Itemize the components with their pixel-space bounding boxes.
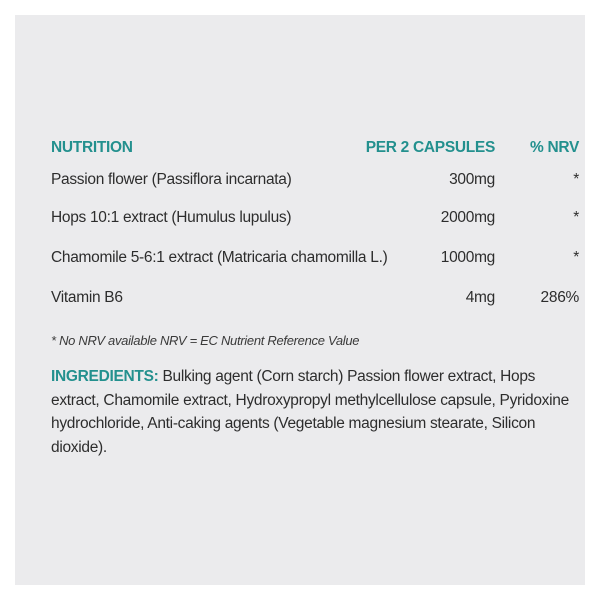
nutrition-section — [51, 136, 581, 459]
nutrition-row — [51, 286, 581, 310]
ingredients-paragraph — [51, 365, 571, 459]
nutrient-name: Passion flower (Passiflora incarnata) — [51, 171, 292, 188]
nutrient-amount: 1000mg — [440, 249, 495, 266]
nutrient-nrv: * — [573, 249, 579, 266]
ingredients-text: Bulking agent (Corn starch) Passion flower extract, Hops extract, Chamomile extract, Hydroxypropyl methylcellulose capsule, Pyridoxine hydrochloride, Anti-caking agents (Vegetable magnesium stearate, Silicon dioxide). — [51, 368, 569, 456]
nutrient-nrv: * — [573, 171, 579, 188]
nutrient-amount: 300mg — [449, 171, 495, 188]
nutrition-row — [51, 246, 581, 270]
nutrition-heading: NUTRITION — [51, 139, 133, 156]
nutrient-name: Hops 10:1 extract (Humulus lupulus) — [51, 209, 292, 226]
nutrient-nrv: * — [573, 209, 579, 226]
nrv-footnote: * No NRV available NRV = EC Nutrient Reference Value — [51, 333, 360, 348]
nutrition-table-header — [51, 136, 581, 160]
nutrition-row — [51, 206, 581, 230]
ingredients-heading: INGREDIENTS: — [51, 368, 159, 385]
nutrient-name: Chamomile 5-6:1 extract (Matricaria chamomilla L.) — [51, 249, 388, 266]
nutrient-amount: 2000mg — [440, 209, 495, 226]
nutrient-nrv: 286% — [540, 289, 579, 306]
nutrient-name: Vitamin B6 — [51, 289, 123, 306]
nrv-heading: % NRV — [529, 139, 579, 156]
nutrition-row — [51, 168, 581, 192]
per-serving-heading: PER 2 CAPSULES — [365, 139, 495, 156]
label-panel — [15, 15, 585, 585]
nutrient-amount: 4mg — [465, 289, 495, 306]
